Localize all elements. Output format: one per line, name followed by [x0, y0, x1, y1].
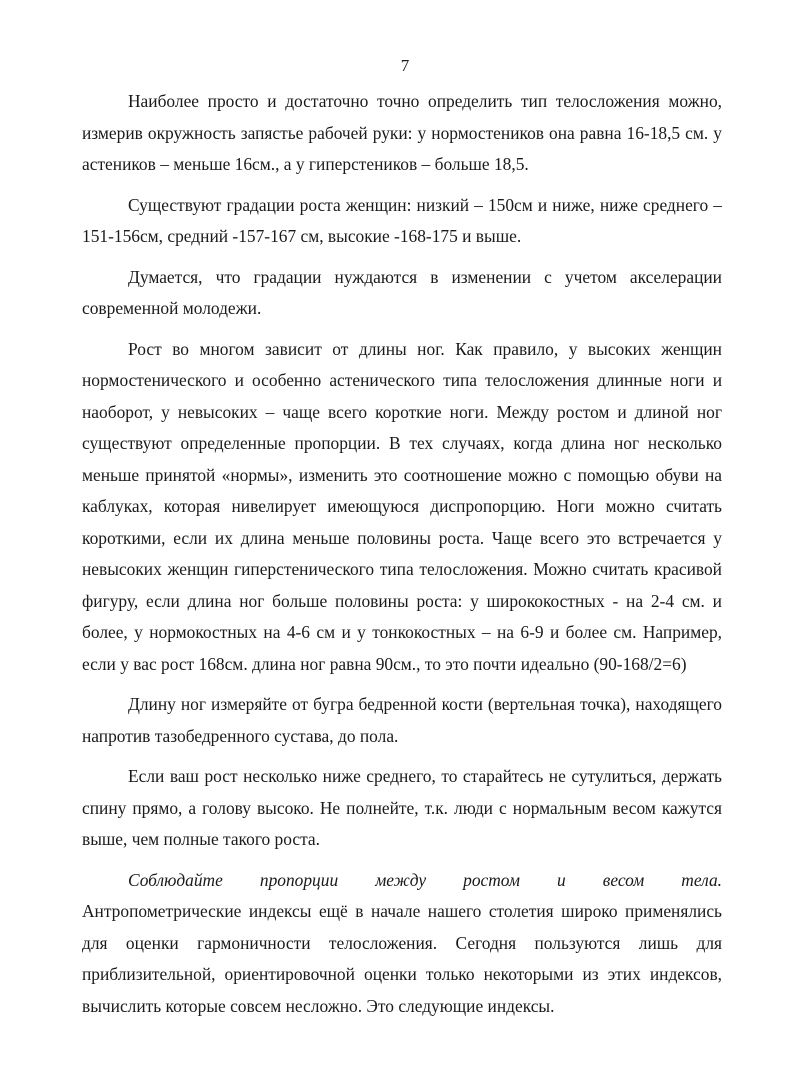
paragraph-leg-measurement: Длину ног измеряйте от бугра бедренной кости (вертельная точка), находящего напротив тазобедренного сустава, до пола. — [82, 694, 722, 746]
paragraph-proportions — [82, 865, 722, 1023]
paragraph-body-types: Наиболее просто и достаточно точно определить тип телосложения можно, измерив окружность запястье рабочей руки: у нормостеников она равна 16-18,5 см. у астеников – меньше 16см., а у гиперстеников – больше 18,5. — [82, 91, 722, 174]
italic-lead-text: Соблюдайте пропорции между ростом и весом тела. — [128, 869, 722, 890]
paragraph-height-gradations: Существуют градации роста женщин: низкий – 150см и ниже, ниже среднего – 151-156см, средний -157-167 см, высокие -168-175 и выше. — [82, 194, 722, 246]
anthropometric-indices-text: Антропометрические индексы ещё в начале нашего столетия широко применялись для оценки гармоничности телосложения. Сегодня пользуются лишь для приблизительной, ориентировочной оценки только некоторыми из этих индексов, вычислить которые совсем несложно. Это следующие индексы. — [82, 901, 722, 1016]
body-text — [82, 86, 722, 1031]
paragraph-leg-length: Рост во многом зависит от длины ног. Как правило, у высоких женщин нормостенического и особенно астенического типа телосложения длинные ноги и наоборот, у невысоких – чаще всего короткие ноги. Между ростом и длиной ног существуют определенные пропорции. В тех случаях, когда длина ног несколько меньше принятой «нормы», изменить это соотношение можно с помощью обуви на каблуках, которая нивелирует имеющуюся диспропорцию. Ноги можно считать короткими, если их длина меньше половины роста. Чаще всего это встречается у невысоких женщин гиперстенического типа телосложения. Можно считать красивой фигуру, если длина ног больше половины роста: у ширококостных - на 2-4 см. и более, у нормокостных на 4-6 см и у тонкокостных – на 6-9 и более см. Например, если у вас рост 168см. длина ног равна 90см., то это почти идеально (90-168/2=6) — [82, 338, 722, 674]
paragraph-acceleration: Думается, что градации нуждаются в изменении с учетом акселерации современной молодежи. — [82, 266, 722, 318]
paragraph-posture-advice: Если ваш рост несколько ниже среднего, то старайтесь не сутулиться, держать спину прямо, а голову высоко. Не полнейте, т.к. люди с нормальным весом кажутся выше, чем полные такого роста. — [82, 766, 722, 849]
page-number: 7 — [400, 56, 410, 75]
